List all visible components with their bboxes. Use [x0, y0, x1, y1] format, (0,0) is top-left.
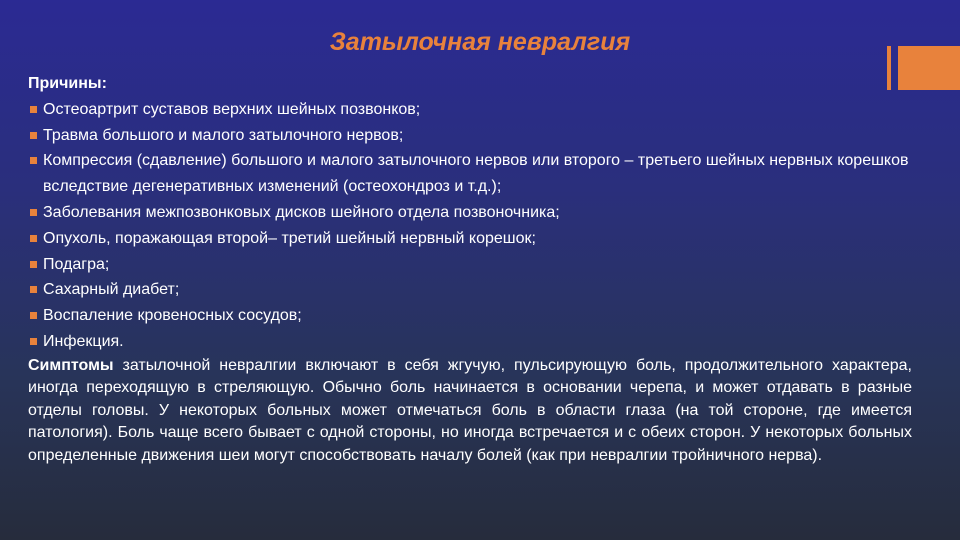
- list-item-text: Инфекция.: [43, 332, 124, 350]
- list-item-text: Заболевания межпозвонковых дисков шейного отдела позвоночника;: [43, 203, 560, 221]
- slide-title: Затылочная невралгия: [329, 28, 631, 56]
- list-item-text: Сахарный диабет;: [43, 281, 180, 299]
- slide-content: [28, 71, 912, 467]
- square-bullet-icon: [30, 286, 37, 293]
- list-item: [28, 123, 912, 149]
- square-bullet-icon: [30, 209, 37, 216]
- list-item: [28, 303, 912, 329]
- list-item: [28, 148, 912, 200]
- list-item-text: Подагра;: [43, 255, 110, 273]
- list-item: [28, 200, 912, 226]
- square-bullet-icon: [30, 157, 37, 164]
- square-bullet-icon: [30, 235, 37, 242]
- symptoms-paragraph: [28, 355, 912, 468]
- list-item: [28, 226, 912, 252]
- list-item-text: Воспаление кровеносных сосудов;: [43, 307, 302, 325]
- square-bullet-icon: [30, 106, 37, 113]
- list-item-text: Опухоль, поражающая второй– третий шейный нервный корешок;: [43, 229, 536, 247]
- causes-list: [28, 97, 912, 355]
- causes-heading: Причины:: [28, 75, 107, 92]
- list-item: [28, 329, 912, 355]
- list-item-text: Травма большого и малого затылочного нервов;: [43, 126, 404, 144]
- square-bullet-icon: [30, 132, 37, 139]
- list-item: [28, 277, 912, 303]
- square-bullet-icon: [30, 338, 37, 345]
- symptoms-label: Симптомы: [28, 356, 114, 374]
- list-item-text: Компрессия (сдавление) большого и малого затылочного нервов или второго – третьего шейных нервных корешков вследствие дегенеративных изменений (остеохондроз и т.д.);: [43, 152, 909, 196]
- list-item-text: Остеоартрит суставов верхних шейных позвонков;: [43, 100, 421, 118]
- list-item: [28, 252, 912, 278]
- square-bullet-icon: [30, 312, 37, 319]
- list-item: [28, 97, 912, 123]
- symptoms-text: затылочной невралгии включают в себя жгучую, пульсирующую боль, продолжительного характера, иногда переходящую в стреляющую. Обычно боль начинается в основании черепа, и может отдавать в разные отделы головы. У некоторых больных может отмечаться боль в области глаза (на той стороне, где имеется патология). Боль чаще всего бывает с одной стороны, но иногда встречается и с обеих сторон. У некоторых больных определенные движения шеи могут способствовать началу болей (как при невралгии тройничного нерва).: [28, 356, 912, 464]
- square-bullet-icon: [30, 261, 37, 268]
